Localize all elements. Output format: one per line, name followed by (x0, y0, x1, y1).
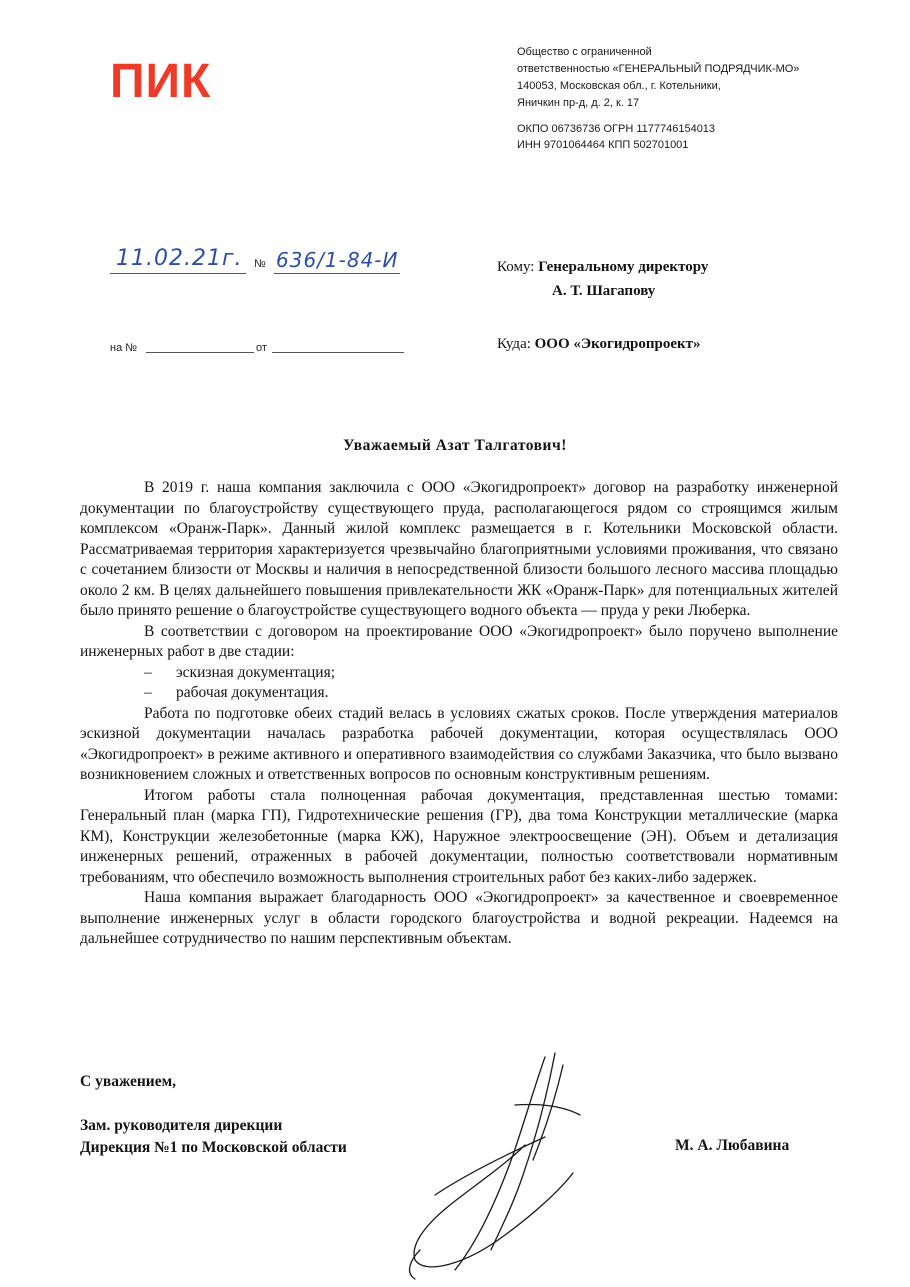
destination-block (497, 332, 701, 356)
list-item: – рабочая документация. (144, 684, 329, 701)
date-underline (110, 273, 246, 274)
ref-number-underline (146, 352, 254, 353)
company-details (517, 44, 847, 112)
company-line: Общество с ограниченной (517, 46, 652, 58)
registration-line (110, 246, 400, 276)
position-line: Дирекция №1 по Московской области (80, 1139, 347, 1156)
letter-body (80, 478, 838, 950)
ref-number-label: на № (110, 342, 138, 354)
signer-name: М. А. Любавина (675, 1137, 790, 1154)
greeting: Уважаемый Азат Талгатович! (343, 437, 567, 454)
company-codes (517, 121, 847, 153)
registration-number: 636/1-84-И (276, 248, 399, 272)
position-line: Зам. руководителя дирекции (80, 1117, 283, 1134)
ref-from-label: от (256, 342, 267, 354)
where-label: Куда: (497, 336, 531, 352)
ref-from-underline (272, 352, 404, 353)
company-code-line: ИНН 9701064464 КПП 502701001 (517, 139, 689, 151)
recipient-position: Генеральному директору (538, 259, 709, 275)
registration-date: 11.02.21г. (116, 246, 243, 271)
paragraph: Итогом работы стала полноценная рабочая документация, представленная шестью томами: Генеральный план (марка ГП), Гидротехнические решения (ГР), два тома Конструкции металлические (марка КМ), Конструкции железобетонные (марка КЖ), Наружное электроосвещение (ЭН). Объем и детализация инженерных решений, отраженных в рабочей документации, полностью соответствовали нормативным требованиям, что обеспечило возможность выполнения строительных работ без каких-либо задержек. (80, 786, 838, 886)
stages-list (80, 663, 838, 704)
handwritten-signature (395, 1045, 595, 1285)
destination-org: ООО «Экогидропроект» (534, 336, 701, 352)
paragraph: Наша компания выражает благодарность ООО «Экогидропроект» за качественное и своевременное выполнение инженерных услуг в области городского благоустройства и водной рекреации. Надеемся на дальнейшее сотрудничество по нашим перспективным объектам. (80, 889, 838, 947)
company-line: ответственностью «ГЕНЕРАЛЬНЫЙ ПОДРЯДЧИК-МО» (517, 63, 800, 75)
company-line: 140053, Московская обл., г. Котельники, (517, 80, 721, 92)
to-label: Кому: (497, 259, 535, 275)
recipient-block (497, 255, 708, 303)
number-label: № (254, 258, 266, 270)
list-item: – эскизная документация; (144, 663, 336, 681)
signer-position (80, 1115, 347, 1159)
paragraph: Работа по подготовке обеих стадий велась в условиях сжатых сроков. После утверждения материалов эскизной документации началась разработка рабочей документации, которая осуществлялась ООО «Экогидропроект» в режиме активного и оперативного взаимодействия со службами Заказчика, что было вызвано возникновением сложных и ответственных вопросов по основным конструктивным решениям. (80, 704, 838, 783)
closing: С уважением, (80, 1073, 177, 1090)
reference-line (110, 340, 410, 360)
company-code-line: ОКПО 06736736 ОГРН 1177746154013 (517, 123, 716, 135)
company-logo: ПИК (110, 55, 212, 108)
recipient-name: А. Т. Шагапову (552, 283, 656, 299)
paragraph: В соответствии с договором на проектирование ООО «Экогидропроект» было поручено выполнение инженерных работ в две стадии: (80, 622, 838, 660)
company-line: Яничкин пр-д, д. 2, к. 17 (517, 97, 640, 109)
number-underline (274, 273, 400, 274)
paragraph: В 2019 г. наша компания заключила с ООО «Экогидропроект» договор на разработку инженерной документации по благоустройству существующего пруда, располагающегося рядом со строящимся жилым комплексом «Оранж-Парк». Данный жилой комплекс размещается в г. Котельники Московской области. Рассматриваемая территория характеризуется чрезвычайно благоприятными условиями проживания, что связано с сочетанием близости от Москвы и наличия в непосредственной близости большого лесного массива площадью около 2 км. В целях дальнейшего повышения привлекательности ЖК «Оранж-Парк» для потенциальных жителей было принято решение о благоустройстве существующего водного объекта — пруда у реки Люберка. (80, 479, 838, 619)
